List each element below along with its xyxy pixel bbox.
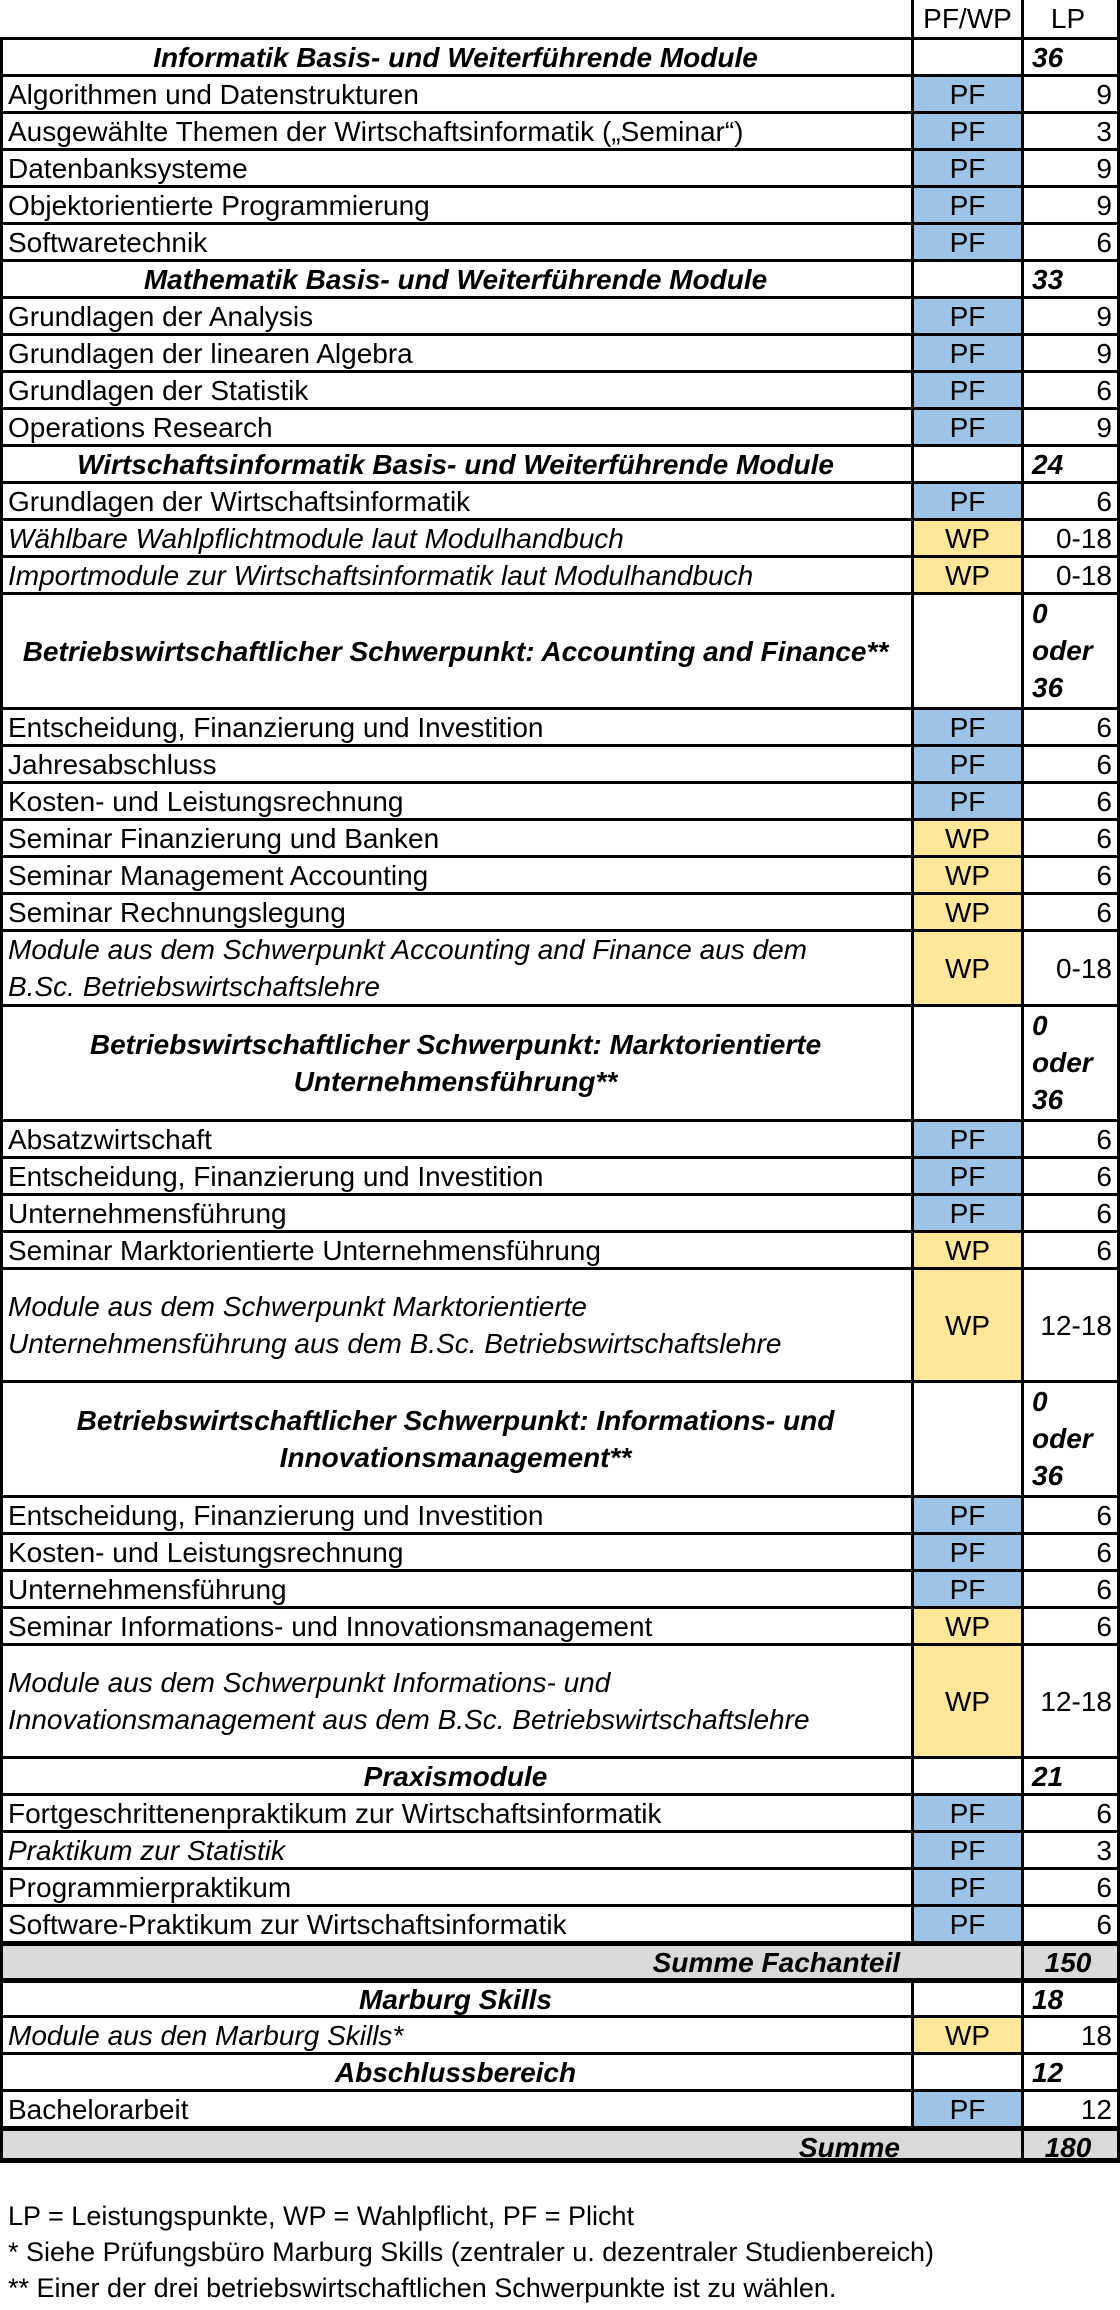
module-name: Jahresabschluss: [0, 744, 914, 781]
module-name: Grundlagen der Analysis: [0, 296, 914, 333]
module-lp: 6: [1024, 481, 1120, 518]
section-title: Wirtschaftsinformatik Basis- und Weiterführende Module: [0, 444, 914, 481]
module-lp: 6: [1024, 781, 1120, 818]
table-row: [0, 1119, 1120, 1156]
section-title: Betriebswirtschaftlicher Schwerpunkt: Accounting and Finance**: [0, 592, 914, 707]
pf-wp-cell: [914, 1941, 1024, 1978]
module-name: Praktikum zur Statistik: [0, 1830, 914, 1867]
pf-wp-cell: PF: [914, 707, 1024, 744]
module-name: Module aus dem Schwerpunkt Informations- und Innovationsmanagement aus dem B.Sc. Betriebswirtschaftslehre: [0, 1643, 914, 1756]
section-lp: 33: [1024, 259, 1120, 296]
pf-wp-cell: [914, 259, 1024, 296]
pf-wp-cell: WP: [914, 555, 1024, 592]
module-name: Importmodule zur Wirtschaftsinformatik laut Modulhandbuch: [0, 555, 914, 592]
module-name: Ausgewählte Themen der Wirtschaftsinformatik („Seminar“): [0, 111, 914, 148]
table-row: [0, 1156, 1120, 1193]
sum-row: [0, 2126, 1120, 2163]
module-lp: 6: [1024, 1495, 1120, 1532]
table-row: [0, 1867, 1120, 1904]
table-row: [0, 370, 1120, 407]
pf-wp-cell: [914, 592, 1024, 707]
module-lp: 6: [1024, 1793, 1120, 1830]
module-lp: 6: [1024, 1119, 1120, 1156]
section-lp: 24: [1024, 444, 1120, 481]
module-lp: 6: [1024, 818, 1120, 855]
pf-wp-cell: PF: [914, 1569, 1024, 1606]
module-name: Softwaretechnik: [0, 222, 914, 259]
table-row: [0, 1793, 1120, 1830]
table-row: [0, 744, 1120, 781]
table-header-row: [0, 0, 1120, 37]
pf-wp-cell: PF: [914, 781, 1024, 818]
module-lp: 6: [1024, 744, 1120, 781]
pf-wp-cell: PF: [914, 407, 1024, 444]
module-name: Programmierpraktikum: [0, 1867, 914, 1904]
section-title: Informatik Basis- und Weiterführende Module: [0, 37, 914, 74]
pf-wp-cell: [914, 1978, 1024, 2015]
pf-wp-cell: PF: [914, 1532, 1024, 1569]
module-lp: 6: [1024, 1156, 1120, 1193]
module-name: Objektorientierte Programmierung: [0, 185, 914, 222]
pf-wp-cell: PF: [914, 185, 1024, 222]
pf-wp-cell: [914, 37, 1024, 74]
pf-wp-cell: WP: [914, 929, 1024, 1004]
pf-wp-cell: PF: [914, 1793, 1024, 1830]
table-row: [0, 1532, 1120, 1569]
module-name: Module aus dem Schwerpunkt Marktorientierte Unternehmensführung aus dem B.Sc. Betriebswirtschaftslehre: [0, 1267, 914, 1380]
section-lp: 0 oder 36: [1024, 592, 1120, 707]
table-body: [0, 37, 1120, 2163]
pf-wp-cell: PF: [914, 370, 1024, 407]
section-row: [0, 1004, 1120, 1119]
module-lp: 6: [1024, 370, 1120, 407]
section-lp: 0 oder 36: [1024, 1380, 1120, 1495]
pf-wp-cell: WP: [914, 892, 1024, 929]
module-lp: 9: [1024, 74, 1120, 111]
pf-wp-cell: WP: [914, 1267, 1024, 1380]
pf-wp-cell: PF: [914, 1830, 1024, 1867]
section-lp: 0 oder 36: [1024, 1004, 1120, 1119]
module-name: Seminar Informations- und Innovationsmanagement: [0, 1606, 914, 1643]
header-pf-wp: PF/WP: [914, 0, 1024, 37]
pf-wp-cell: PF: [914, 1119, 1024, 1156]
module-lp: 9: [1024, 296, 1120, 333]
pf-wp-cell: WP: [914, 518, 1024, 555]
module-name: Absatzwirtschaft: [0, 1119, 914, 1156]
module-lp: 6: [1024, 1606, 1120, 1643]
module-name: Module aus dem Schwerpunkt Accounting and Finance aus dem B.Sc. Betriebswirtschaftslehre: [0, 929, 914, 1004]
module-name: Seminar Marktorientierte Unternehmensführung: [0, 1230, 914, 1267]
section-row: [0, 1380, 1120, 1495]
pf-wp-cell: WP: [914, 818, 1024, 855]
pf-wp-cell: PF: [914, 333, 1024, 370]
module-lp: 12-18: [1024, 1643, 1120, 1756]
section-lp: 36: [1024, 37, 1120, 74]
table-row: [0, 555, 1120, 592]
module-name: Grundlagen der Wirtschaftsinformatik: [0, 481, 914, 518]
table-row: [0, 74, 1120, 111]
sum-label: Summe Fachanteil: [0, 1941, 914, 1978]
pf-wp-cell: [914, 2126, 1024, 2163]
module-name: Kosten- und Leistungsrechnung: [0, 781, 914, 818]
section-title: Praxismodule: [0, 1756, 914, 1793]
module-name: Seminar Finanzierung und Banken: [0, 818, 914, 855]
table-row: [0, 1606, 1120, 1643]
module-name: Entscheidung, Finanzierung und Investition: [0, 707, 914, 744]
pf-wp-cell: WP: [914, 1643, 1024, 1756]
module-name: Datenbanksysteme: [0, 148, 914, 185]
module-lp: 12: [1024, 2089, 1120, 2126]
module-name: Seminar Management Accounting: [0, 855, 914, 892]
pf-wp-cell: PF: [914, 2089, 1024, 2126]
module-lp: 0-18: [1024, 555, 1120, 592]
pf-wp-cell: PF: [914, 481, 1024, 518]
table-row: [0, 296, 1120, 333]
module-lp: 6: [1024, 1230, 1120, 1267]
module-lp: 6: [1024, 707, 1120, 744]
module-name: Operations Research: [0, 407, 914, 444]
module-name: Bachelorarbeit: [0, 2089, 914, 2126]
section-row: [0, 259, 1120, 296]
module-lp: 6: [1024, 892, 1120, 929]
module-name: Fortgeschrittenenpraktikum zur Wirtschaftsinformatik: [0, 1793, 914, 1830]
section-title: Betriebswirtschaftlicher Schwerpunkt: Informations- und Innovationsmanagement**: [0, 1380, 914, 1495]
pf-wp-cell: WP: [914, 2015, 1024, 2052]
module-lp: 6: [1024, 1193, 1120, 1230]
section-title: Mathematik Basis- und Weiterführende Module: [0, 259, 914, 296]
pf-wp-cell: WP: [914, 855, 1024, 892]
pf-wp-cell: PF: [914, 1156, 1024, 1193]
table-row: [0, 707, 1120, 744]
module-name: Grundlagen der Statistik: [0, 370, 914, 407]
module-name: Software-Praktikum zur Wirtschaftsinformatik: [0, 1904, 914, 1941]
pf-wp-cell: [914, 1004, 1024, 1119]
section-lp: 21: [1024, 1756, 1120, 1793]
module-lp: 6: [1024, 1904, 1120, 1941]
table-row: [0, 892, 1120, 929]
table-row: [0, 1643, 1120, 1756]
table-row: [0, 407, 1120, 444]
section-title: Abschlussbereich: [0, 2052, 914, 2089]
pf-wp-cell: [914, 444, 1024, 481]
section-lp: 18: [1024, 1978, 1120, 2015]
module-lp: 0-18: [1024, 518, 1120, 555]
table-row: [0, 111, 1120, 148]
table-row: [0, 1230, 1120, 1267]
sum-row: [0, 1941, 1120, 1978]
module-name: Kosten- und Leistungsrechnung: [0, 1532, 914, 1569]
table-row: [0, 333, 1120, 370]
pf-wp-cell: PF: [914, 744, 1024, 781]
pf-wp-cell: WP: [914, 1606, 1024, 1643]
pf-wp-cell: PF: [914, 74, 1024, 111]
table-row: [0, 1569, 1120, 1606]
pf-wp-cell: PF: [914, 111, 1024, 148]
table-row: [0, 1267, 1120, 1380]
pf-wp-cell: [914, 1380, 1024, 1495]
section-row: [0, 1756, 1120, 1793]
sum-lp: 180: [1024, 2126, 1120, 2163]
table-row: [0, 148, 1120, 185]
section-title: Betriebswirtschaftlicher Schwerpunkt: Marktorientierte Unternehmensführung**: [0, 1004, 914, 1119]
module-name: Grundlagen der linearen Algebra: [0, 333, 914, 370]
table-row: [0, 929, 1120, 1004]
pf-wp-cell: PF: [914, 296, 1024, 333]
module-lp: 6: [1024, 855, 1120, 892]
module-name: Entscheidung, Finanzierung und Investition: [0, 1156, 914, 1193]
module-name: Wählbare Wahlpflichtmodule laut Modulhandbuch: [0, 518, 914, 555]
table-row: [0, 222, 1120, 259]
module-lp: 18: [1024, 2015, 1120, 2052]
module-lp: 3: [1024, 1830, 1120, 1867]
table-row: [0, 185, 1120, 222]
section-row: [0, 1978, 1120, 2015]
sum-label: Summe: [0, 2126, 914, 2163]
table-row: [0, 2089, 1120, 2126]
table-row: [0, 855, 1120, 892]
pf-wp-cell: WP: [914, 1230, 1024, 1267]
module-lp: 6: [1024, 1532, 1120, 1569]
section-row: [0, 444, 1120, 481]
module-lp: 6: [1024, 222, 1120, 259]
footnote-legend: LP = Leistungspunkte, WP = Wahlpflicht, PF = Plicht: [8, 2201, 635, 2231]
pf-wp-cell: [914, 2052, 1024, 2089]
table-row: [0, 1904, 1120, 1941]
section-row: [0, 592, 1120, 707]
module-name: Entscheidung, Finanzierung und Investition: [0, 1495, 914, 1532]
module-name: Unternehmensführung: [0, 1193, 914, 1230]
footnote-schwerpunkt: ** Einer der drei betriebswirtschaftlichen Schwerpunkte ist zu wählen.: [8, 2273, 837, 2303]
table-row: [0, 781, 1120, 818]
module-lp: 12-18: [1024, 1267, 1120, 1380]
module-lp: 3: [1024, 111, 1120, 148]
header-lp: LP: [1050, 3, 1086, 34]
module-name: Algorithmen und Datenstrukturen: [0, 74, 914, 111]
module-lp: 6: [1024, 1867, 1120, 1904]
footnotes: [8, 2198, 934, 2306]
table-row: [0, 1193, 1120, 1230]
table-row: [0, 481, 1120, 518]
pf-wp-cell: PF: [914, 1193, 1024, 1230]
pf-wp-cell: PF: [914, 1867, 1024, 1904]
footnote-marburg-skills: * Siehe Prüfungsbüro Marburg Skills (zentraler u. dezentraler Studienbereich): [8, 2237, 934, 2267]
module-lp: 6: [1024, 1569, 1120, 1606]
pf-wp-cell: [914, 1756, 1024, 1793]
section-lp: 12: [1024, 2052, 1120, 2089]
header-empty-cell: [0, 0, 914, 37]
sum-lp: 150: [1024, 1941, 1120, 1978]
pf-wp-cell: PF: [914, 1495, 1024, 1532]
pf-wp-cell: PF: [914, 222, 1024, 259]
section-title: Marburg Skills: [0, 1978, 914, 2015]
module-lp: 9: [1024, 148, 1120, 185]
pf-wp-cell: PF: [914, 1904, 1024, 1941]
pf-wp-cell: PF: [914, 148, 1024, 185]
table-row: [0, 2015, 1120, 2052]
module-lp: 9: [1024, 333, 1120, 370]
section-row: [0, 2052, 1120, 2089]
module-name: Seminar Rechnungslegung: [0, 892, 914, 929]
table-row: [0, 818, 1120, 855]
module-name: Module aus den Marburg Skills*: [0, 2015, 914, 2052]
module-lp: 0-18: [1024, 929, 1120, 1004]
module-lp: 9: [1024, 407, 1120, 444]
table-row: [0, 1495, 1120, 1532]
module-name: Unternehmensführung: [0, 1569, 914, 1606]
table-row: [0, 518, 1120, 555]
table-row: [0, 1830, 1120, 1867]
section-row: [0, 37, 1120, 74]
module-lp: 9: [1024, 185, 1120, 222]
